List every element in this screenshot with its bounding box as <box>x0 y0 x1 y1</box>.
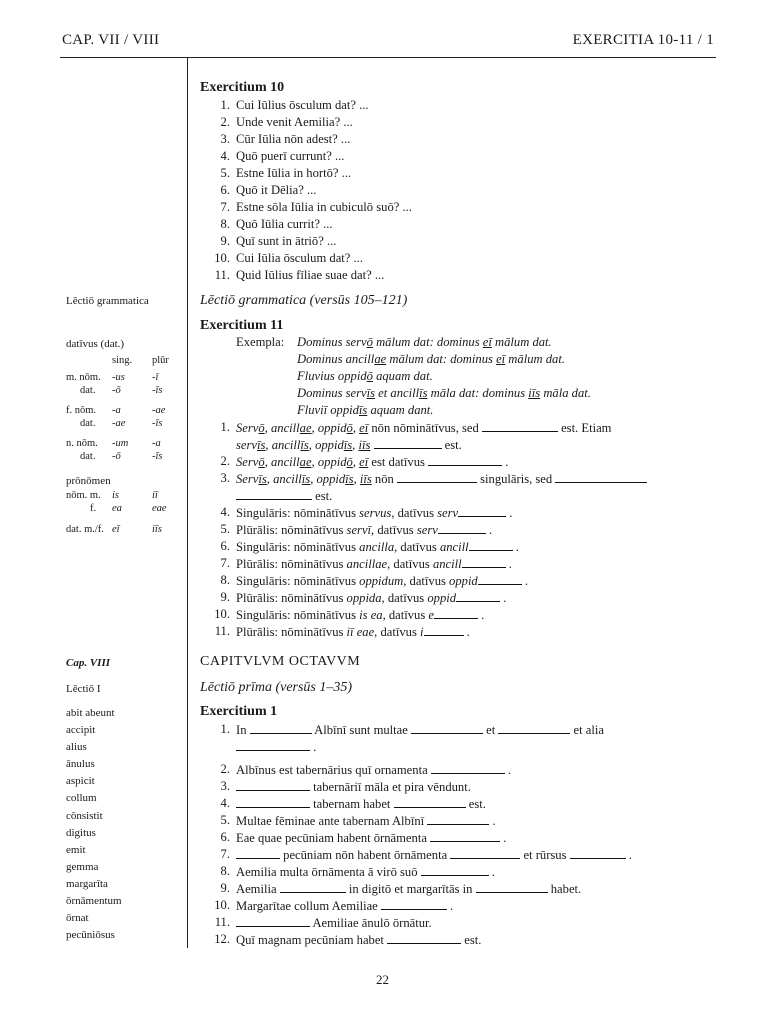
blank[interactable] <box>434 606 478 619</box>
blank[interactable] <box>236 846 280 859</box>
cap8-ex1-list <box>200 721 720 948</box>
side-lectio-i: Lēctiō I <box>66 683 101 695</box>
blank[interactable] <box>424 623 464 636</box>
side-sing-plur-head <box>66 355 186 369</box>
ex11-item-3: 3. Servīs, ancillīs, oppidīs, iīs nōn singulāris, sed <box>200 470 720 487</box>
pron-cell: f. <box>90 502 97 514</box>
blank[interactable] <box>428 453 502 466</box>
lectio-prima-heading: Lēctiō prīma (versūs 1–35) <box>200 680 353 695</box>
vocab-word: digitus <box>66 826 96 839</box>
decl-cell: -us <box>112 372 125 383</box>
ex10-item: 7. Estne sōla Iūlia in cubiculō suō? ... <box>220 200 412 214</box>
blank[interactable] <box>397 470 477 483</box>
blank[interactable] <box>570 846 626 859</box>
blank[interactable] <box>438 521 486 534</box>
blank[interactable] <box>555 470 647 483</box>
ex11-item-7: 7. Plūrālis: nōminātīvus ancillae, datīvus ancill . <box>220 556 512 571</box>
margin-rule <box>187 58 188 948</box>
cap8-item-11: 11. Aemiliae ānulō ōrnātur. <box>214 915 432 930</box>
cap8-ex1-title: Exercitium 1 <box>200 704 278 719</box>
cap8-item-10: 10. Margarītae collum Aemiliae . <box>214 898 454 913</box>
decl-cell: dat. <box>80 384 96 396</box>
cap8-item-5: 5. Multae fēminae ante tabernam Albīnī . <box>220 813 496 828</box>
pron-cell: eī <box>112 524 120 535</box>
side-vocabulary-list <box>66 705 122 944</box>
vocab-word: ānulus <box>66 758 95 771</box>
side-pronomen: prōnōmen <box>66 475 111 487</box>
pron-cell: eae <box>152 502 167 514</box>
decl-cell: -ī <box>152 372 159 383</box>
vocab-word: abit abeunt <box>66 707 115 719</box>
ex11-item-5: 5. Plūrālis: nōminātīvus servī, datīvus serv . <box>220 522 493 537</box>
ex10-list <box>200 97 500 284</box>
side-dativus-title: datīvus (dat.) <box>66 338 125 350</box>
pron-cell: dat. m./f. <box>66 524 104 535</box>
ex10-item: 2. Unde venit Aemilia? ... <box>220 115 353 129</box>
blank[interactable] <box>469 538 513 551</box>
vocab-word: ōrnat <box>66 912 89 925</box>
decl-cell: dat. <box>80 450 96 462</box>
blank[interactable] <box>236 778 310 791</box>
cap8-item-3: 3. tabernāriī māla et pira vēndunt. <box>220 779 471 794</box>
vocab-word: margarīta <box>66 877 108 890</box>
decl-cell: -um <box>112 438 129 449</box>
side-lectio-grammatica: Lēctiō grammatica <box>66 295 149 307</box>
decl-cell: -īs <box>152 450 163 462</box>
ex11-item-1: 1. Servō, ancillae, oppidō, eī nōn nōminātīvus, sed est. Etiam <box>220 420 612 435</box>
blank[interactable] <box>462 555 506 568</box>
cap8-item-6: 6. Eae quae pecūniam habent ōrnāmenta . <box>220 830 507 845</box>
cap8-item-2: 2. Albīnus est tabernārius quī ornamenta . <box>220 762 512 777</box>
cap8-item-4: 4. tabernam habet est. <box>220 796 486 811</box>
ex11-item-6: 6. Singulāris: nōminātīvus ancilla, datīvus ancill . <box>220 539 519 554</box>
blank[interactable] <box>421 863 489 876</box>
ex10-item: 11. Quid Iūlius fīliae suae dat? ... <box>214 268 385 282</box>
side-plur: plūr <box>152 355 169 366</box>
blank[interactable] <box>478 572 522 585</box>
blank[interactable] <box>394 795 466 808</box>
decl-cell: -a <box>112 405 121 416</box>
side-cap-viii: Cap. VIII <box>66 657 111 669</box>
vocab-word: alius <box>66 741 87 754</box>
decl-cell: -īs <box>152 384 163 396</box>
pron-cell: nōm. m. <box>66 490 101 501</box>
decl-cell: -ae <box>152 405 166 416</box>
blank[interactable] <box>236 487 312 500</box>
decl-cell: -īs <box>152 417 163 429</box>
blank[interactable] <box>411 721 483 734</box>
ex11-exemplum-2: Dominus ancillae mālum dat: dominus eī mālum dat. <box>297 352 565 366</box>
ex10-item: 4. Quō puerī currunt? ... <box>220 149 345 163</box>
blank[interactable] <box>381 897 447 910</box>
cap8-item-7: 7. pecūniam nōn habent ōrnāmenta et rūrsus . <box>220 847 632 862</box>
chapter-title: CAPITVLVM OCTAVVM <box>200 654 361 669</box>
decl-cell: -ae <box>112 417 126 429</box>
blank[interactable] <box>430 829 500 842</box>
blank[interactable] <box>236 795 310 808</box>
vocab-word: collum <box>66 792 97 805</box>
ex11-item-11: 11. Plūrālis: nōminātīvus iī eae, datīvus i . <box>214 624 470 639</box>
decl-cell: dat. <box>80 417 96 429</box>
ex11-items-4-11 <box>200 504 720 640</box>
ex10-item: 6. Quō it Dēlia? ... <box>220 183 317 197</box>
header-rule <box>60 57 716 58</box>
ex10-item: 8. Quō Iūlia currit? ... <box>220 217 333 231</box>
exemplum-1-part: Dominus servō mālum dat: dominus eī mālum dat. <box>297 335 552 349</box>
pron-cell: iī <box>152 490 158 501</box>
ex11-title: Exercitium 11 <box>200 318 284 333</box>
running-header-exercise: EXERCITIA 10-11 / 1 <box>572 32 714 48</box>
vocab-word: gemma <box>66 860 99 873</box>
ex11-item-3-cont: est. <box>200 487 720 504</box>
ex10-item: 1. Cui Iūlius ōsculum dat? ... <box>220 98 369 112</box>
blank[interactable] <box>236 738 310 751</box>
blank[interactable] <box>236 914 310 927</box>
blank[interactable] <box>387 931 461 944</box>
cap8-item-12: 12. Quī magnam pecūniam habet est. <box>214 932 482 947</box>
decl-cell: n. nōm. <box>66 438 98 449</box>
cap8-item-1-cont: . <box>200 738 720 755</box>
ex10-item: 9. Quī sunt in ātriō? ... <box>220 234 337 248</box>
ex10-item: 3. Cūr Iūlia nōn adest? ... <box>220 132 351 146</box>
page-number: 22 <box>376 972 389 987</box>
ex11-exempla-label: Exempla: <box>236 335 285 349</box>
pron-cell: ea <box>112 502 122 514</box>
blank[interactable] <box>482 419 558 432</box>
ex11-item-10: 10. Singulāris: nōminātīvus is ea, datīvus e . <box>214 607 485 622</box>
decl-cell: -ō <box>112 450 121 462</box>
running-header-chapter: CAP. VII / VIII <box>62 32 160 48</box>
blank[interactable] <box>476 880 548 893</box>
vocab-word: aspicit <box>66 775 95 788</box>
decl-cell: m. nōm. <box>66 372 101 383</box>
ex11-exemplum-3: Fluvius oppidō aquam dat. <box>297 369 433 383</box>
vocab-word: cōnsistit <box>66 809 103 822</box>
lectio-grammatica-heading: Lēctiō grammatica (versūs 105–121) <box>200 293 408 308</box>
ex10-title: Exercitium 10 <box>200 80 285 95</box>
ex11-item-1-cont: servīs, ancillīs, oppidīs, iīs est. <box>236 438 462 452</box>
vocab-word: pecūniōsus <box>66 929 115 942</box>
blank[interactable] <box>280 880 346 893</box>
decl-cell: f. nōm. <box>66 405 97 416</box>
blank[interactable] <box>250 721 312 734</box>
side-sing: sing. <box>112 355 133 366</box>
ex11-item-8: 8. Singulāris: nōminātīvus oppidum, datīvus oppid . <box>220 573 529 588</box>
cap8-item-1: 1. In Albīnī sunt multae et et alia <box>220 722 604 737</box>
decl-cell: -a <box>152 438 161 449</box>
ex11-exemplum-1 <box>297 334 552 351</box>
ex11-item-4: 4. Singulāris: nōminātīvus servus, datīvus serv . <box>220 505 513 520</box>
pron-cell: is <box>112 490 120 501</box>
ex10-item: 10. Cui Iūlia ōsculum dat? ... <box>214 251 363 265</box>
cap8-item-8: 8. Aemilia multa ōrnāmenta ā virō suō . <box>220 864 495 879</box>
decl-cell: -ō <box>112 384 121 396</box>
blank[interactable] <box>431 761 505 774</box>
ex10-item: 5. Estne Iūlia in hortō? ... <box>220 166 352 180</box>
pron-cell: iīs <box>152 524 162 535</box>
ex11-list <box>200 419 720 640</box>
ex11-exemplum-5: Fluviī oppidīs aquam dant. <box>297 403 434 417</box>
cap8-item-9: 9. Aemilia in digitō et margarītās in habet. <box>220 881 582 896</box>
vocab-word: accipit <box>66 724 96 737</box>
ex11-item-9: 9. Plūrālis: nōminātīvus oppida, datīvus oppid . <box>220 590 507 605</box>
blank[interactable] <box>427 812 489 825</box>
vocab-word: emit <box>66 843 86 856</box>
blank[interactable] <box>450 846 520 859</box>
ex11-item-2: 2. Servō, ancillae, oppidō, eī est datīvus . <box>220 454 509 469</box>
vocab-word: ōrnāmentum <box>66 895 122 908</box>
blank[interactable] <box>498 721 570 734</box>
blank[interactable] <box>374 436 442 449</box>
ex11-exemplum-4: Dominus servīs et ancillīs māla dat: dominus iīs māla dat. <box>297 386 591 400</box>
blank[interactable] <box>458 504 506 517</box>
blank[interactable] <box>456 589 500 602</box>
